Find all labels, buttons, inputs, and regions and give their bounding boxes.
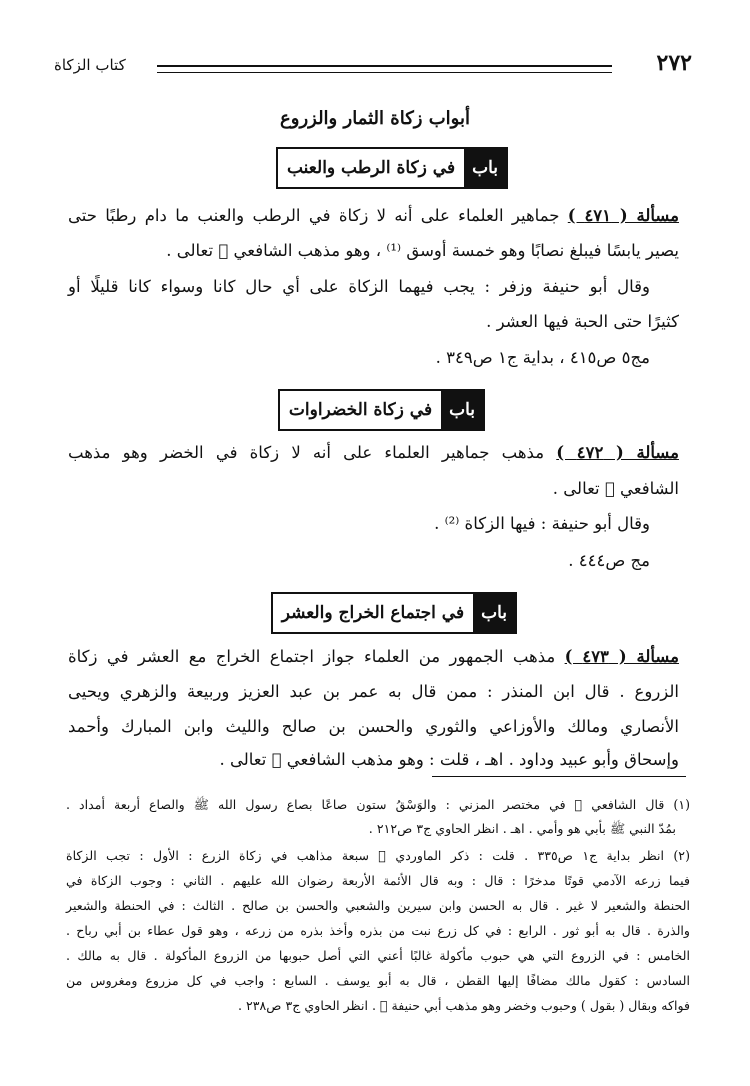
- text-line: مسألة ( ٤٧٣ ) مذهب الجمهور من العلماء جواز اجتماع الخراج مع العشر في زكاة: [68, 647, 679, 666]
- footnote-line: بمُدّ النبي ﷺ بأبي هو وأمي . اهـ . انظر الحاوي ج٣ ص٢١٢ .: [368, 821, 676, 836]
- footnote-line: (١) قال الشافعي ﷬ في مختصر المزني : والوَسْقُ ستون صاعًا بصاع رسول الله ﷺ والصاع أربعة أمداد .: [66, 797, 690, 812]
- text-line: مسألة ( ٤٧١ ) جماهير العلماء على أنه لا زكاة في الرطب والعنب ما دام رطبًا حتى: [68, 206, 679, 225]
- reference-line: مج٥ ص٤١٥ ، بداية ج١ ص٣٤٩ .: [435, 348, 650, 367]
- bab-heading-2: [278, 389, 485, 431]
- bab-label: باب: [473, 594, 515, 632]
- bab-heading-1: [276, 147, 508, 189]
- masala-number: مسألة ( ٤٧٣ ): [564, 647, 679, 666]
- reference-line: مج ص٤٤٤ .: [568, 551, 650, 570]
- text-line: الشافعي ﷬ تعالى .: [552, 479, 679, 498]
- text-line: مسألة ( ٤٧٢ ) مذهب جماهير العلماء على أنه لا زكاة في الخضر وهو مذهب: [68, 443, 679, 462]
- text-line: وقال أبو حنيفة وزفر : يجب فيهما الزكاة على أي حال كانا وسواء كانا قليلًا أو: [68, 277, 650, 296]
- page-number: ٢٧٢: [656, 50, 692, 76]
- footnote-line: فواكه وبقال ( بقول ) وحبوب وخضر وهو مذهب أبي حنيفة ﷬ . انظر الحاوي ج٣ ص٢٣٨ .: [237, 998, 690, 1013]
- footnote-line: الحنطة والشعير لا غير . قال به الحسن وابن سيرين والشعبي والحسن بن صالح . الثالث : في الحنطة والشعير: [66, 898, 690, 913]
- footnote-line: السادس : كقول مالك مضافًا إليها القطن ، قال به أبو يوسف . السابع : واجب في كل مزروع ومغروس من: [66, 973, 690, 988]
- bab-label: باب: [441, 391, 483, 429]
- bab-title: في اجتماع الخراج والعشر: [281, 603, 465, 623]
- header-rule: [157, 65, 612, 73]
- masala-number: مسألة ( ٤٧١ ): [567, 206, 679, 225]
- running-header: [54, 50, 692, 80]
- book-title: كتاب الزكاة: [54, 56, 126, 74]
- footnote-separator: [432, 776, 686, 777]
- section-title: أبواب زكاة الثمار والزروع: [280, 108, 470, 129]
- bab-title: في زكاة الرطب والعنب: [286, 158, 456, 178]
- text-line: وقال أبو حنيفة : فيها الزكاة ⁽²⁾ .: [434, 514, 650, 533]
- bab-heading-3: [271, 592, 517, 634]
- footnote-line: فيما زرعه الآدمي قوتًا مدخرًا : قال : وبه قال الأئمة الأربعة رضوان الله عليهم . الثاني : وجوب الزكاة في: [66, 873, 690, 888]
- masala-number: مسألة ( ٤٧٢ ): [556, 443, 679, 462]
- text-line: كثيرًا حتى الحبة فيها العشر .: [486, 312, 679, 331]
- text-line: الأنصاري ومالك والأوزاعي والثوري والحسن بن صالح والليث وابن المبارك وأحمد: [68, 717, 679, 736]
- bab-title: في زكاة الخضراوات: [288, 400, 433, 420]
- bab-label: باب: [464, 149, 506, 187]
- footnote-line: الخامس : في الزروع التي هي حبوب مأكولة غالبًا أعني التي أصل حبوبها من الزروع المأكولة . قال به مالك .: [66, 948, 690, 963]
- text-line: يصير يابسًا فيبلغ نصابًا وهو خمسة أوسق ⁽¹⁾ ، وهو مذهب الشافعي ﷬ تعالى .: [166, 241, 679, 260]
- footnote-line: والذرة . قال به أبو ثور . الرابع : في كل زرع نبت من بذره وأخذ بذره من زرعه ، وهو قول عطاء بن أبي رباح .: [66, 923, 690, 938]
- footnote-line: (٢) انظر بداية ج١ ص٣٣٥ . قلت : ذكر الماوردي ﷬ سبعة مذاهب في زكاة الزرع : الأول : تجب الزكاة: [66, 848, 690, 863]
- text-line: وإسحاق وأبو عبيد وداود . اهـ ، قلت : وهو مذهب الشافعي ﷬ تعالى .: [219, 750, 679, 769]
- text-line: الزروع . قال ابن المنذر : ممن قال به عمر بن عبد العزيز وربيعة والزهري ويحيى: [68, 682, 679, 701]
